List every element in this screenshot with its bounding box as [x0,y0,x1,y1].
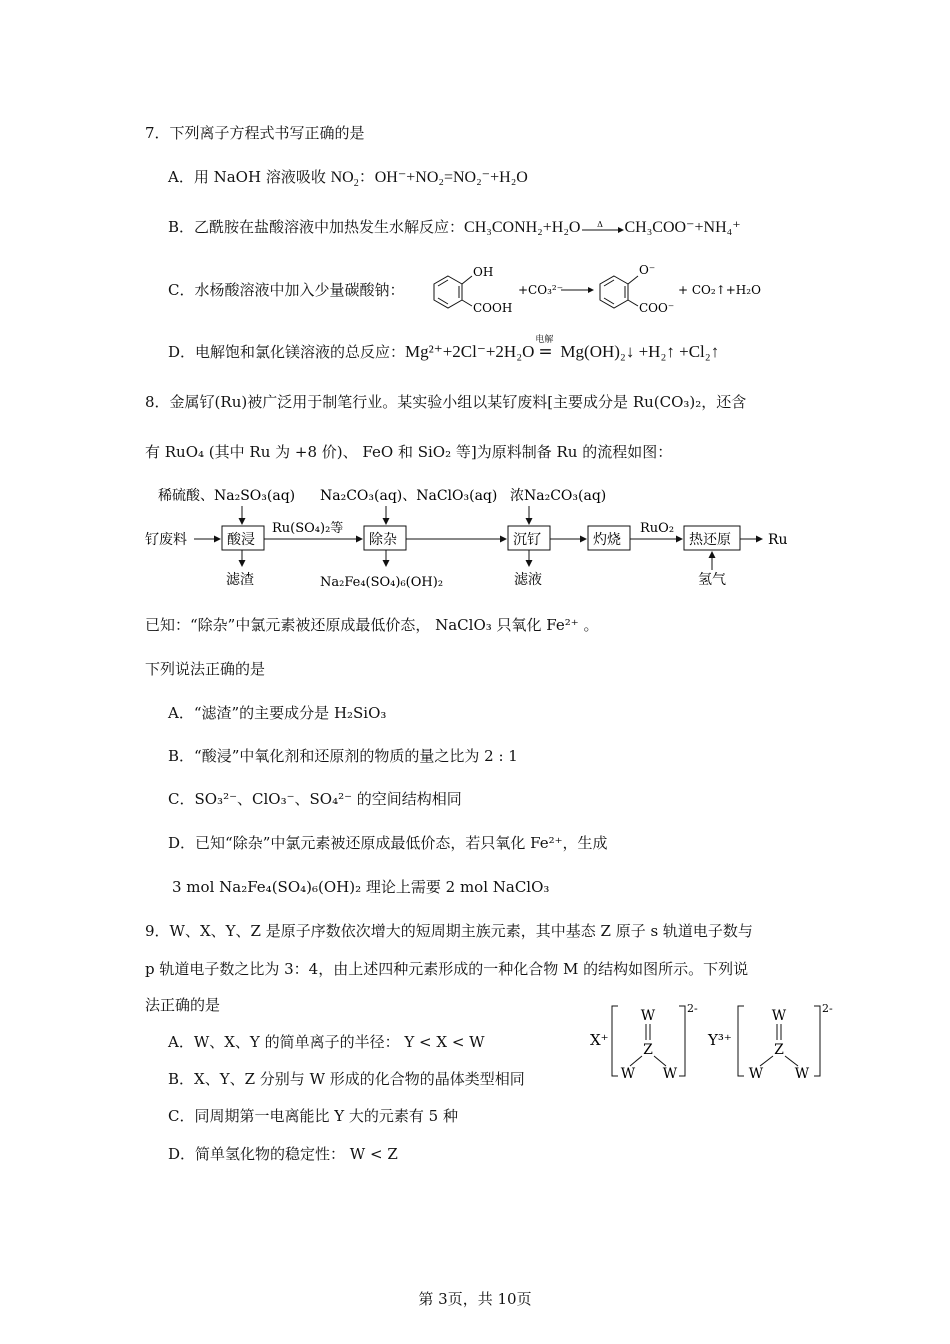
q8-flowchart [140,478,800,596]
q7-b-left: CH₃CONH₂+H₂O [464,219,581,236]
q7-c-cooh: COOH [473,301,513,315]
page-footer: 第 3页，共 10页 [418,1290,532,1308]
q8-option-c: C．SO₃²⁻、ClO₃⁻、SO₄²⁻ 的空间结构相同 [168,790,462,808]
q7-d-condition: 电解 [535,335,554,345]
q8-option-a: A．“滤渣”的主要成分是 H₂SiO₃ [168,704,387,722]
q9-stem-line1: 9．W、X、Y、Z 是原子序数依次增大的短周期主族元素，其中基态 Z 原子 s 轨道电子数与 [145,922,753,940]
q7-b-right: CH₃COO⁻+NH₄⁺ [624,219,741,236]
q8-stem-line1: 8．金属钌(Ru)被广泛用于制笔行业。某实验小组以某钌废料[主要成分是 Ru(CO₃)₂，还含 [145,393,747,411]
struct-w-right-2: W [794,1066,810,1082]
q7-d-left: Mg²⁺+2Cl⁻+2H₂O [405,342,535,361]
q8-stem-line2: 有 RuO₄ (其中 Ru 为 +8 价)、 FeO 和 SiO₂ 等]为原料制备 Ru 的流程如图： [145,443,673,461]
q7-b-delta: Δ [597,221,604,229]
flow-reagent-2: Na₂CO₃(aq)、NaClO₃(aq) [320,488,498,504]
q8-known: 已知：“除杂”中氯元素被还原成最低价态， NaClO₃ 只氧化 Fe²⁺ 。 [145,616,599,634]
bracket-right-2 [814,1006,820,1076]
benzene-ring-1 [434,276,462,308]
q7-c-co3: +CO₃²⁻ [518,283,564,297]
q8-option-d-line1: D．已知“除杂”中氯元素被还原成最低价态，若只氧化 Fe²⁺，生成 [168,834,608,852]
flow-mid-1: Ru(SO₄)₂等 [272,521,344,536]
q7-option-a: A．用 NaOH 溶液吸收 $NO_2$：OH⁻+NO₂=NO₂⁻+H₂O [168,168,528,190]
q7-b-text: B．乙酰胺在盐酸溶液中加热发生水解反应： [168,218,465,236]
flow-end: Ru [768,532,788,548]
struct-cation-2: Y³⁺ [708,1031,732,1049]
q8-ask: 下列说法正确的是 [145,660,266,678]
q7-b-arrow [580,221,624,235]
q7-a-equation: ：OH⁻+NO₂=NO₂⁻+H₂O [358,169,528,186]
struct-charge-2: 2- [822,1002,833,1015]
q7-d-right: Mg(OH)₂↓ +H₂↑ +Cl₂↑ [560,342,720,361]
q9-option-c: C．同周期第一电离能比 Y 大的元素有 5 种 [168,1107,458,1125]
struct-z-2: Z [774,1042,784,1058]
struct-w-right-1: W [662,1066,678,1082]
q7-d-text: D．电解饱和氯化镁溶液的总反应： [168,343,406,361]
flow-reagent-1: 稀硫酸、Na₂SO₃(aq) [158,488,296,504]
q9-structure-figure [588,998,848,1084]
q7-a-text: A．用 NaOH 溶液吸收 [168,168,331,186]
q7-c-arrow [588,287,594,293]
struct-w-top-1: W [640,1008,656,1024]
bracket-right-1 [679,1006,685,1076]
benzene-ring-2 [600,276,628,308]
q7-c-products: + CO₂↑+H₂O [678,283,761,297]
flow-mid-2: RuO₂ [640,521,675,536]
flow-in-5: 氢气 [698,572,726,588]
q8-option-b: B．“酸浸”中氧化剂和还原剂的物质的量之比为 2 : 1 [168,747,518,765]
q7-c-reaction-figure [428,262,788,318]
struct-cation-1: X⁺ [590,1031,609,1049]
q7-d-equals: 电解 = [534,343,560,357]
flow-box-2-label: 除杂 [369,532,397,548]
flow-start: 钌废料 [145,532,187,548]
q7-c-o-minus: O⁻ [639,263,656,277]
q7-option-d [168,335,720,363]
flow-box-1-label: 酸浸 [227,532,255,548]
q7-c-oh: OH [473,265,494,279]
struct-w-left-1: W [620,1066,636,1082]
flow-box-4-label: 灼烧 [593,532,621,548]
q8-option-d-line2: 3 mol Na₂Fe₄(SO₄)₆(OH)₂ 理论上需要 2 mol NaClO₃ [172,878,550,896]
q7-stem: 7．下列离子方程式书写正确的是 [145,124,365,142]
flow-box-3-label: 沉钌 [513,532,541,548]
q9-option-d: D．简单氢化物的稳定性： W < Z [168,1145,398,1163]
q7-option-c-label: C．水杨酸溶液中加入少量碳酸钠： [168,281,405,299]
q7-c-coo-minus: COO⁻ [639,301,675,315]
bracket-left-2 [738,1006,744,1076]
struct-z-1: Z [643,1042,653,1058]
flow-out-2: Na₂Fe₄(SO₄)₆(OH)₂ [320,575,444,590]
flow-box-5-label: 热还原 [689,532,731,548]
struct-w-top-2: W [771,1008,787,1024]
flow-out-3: 滤液 [514,572,542,588]
flow-reagent-3: 浓Na₂CO₃(aq) [510,488,607,504]
q9-stem-line2: p 轨道电子数之比为 3：4，由上述四种元素形成的一种化合物 M 的结构如图所示。下列说 [145,960,749,978]
q9-stem-line3: 法正确的是 [145,996,221,1014]
struct-charge-1: 2- [687,1002,698,1015]
bracket-left-1 [612,1006,618,1076]
flow-out-1: 滤渣 [226,572,254,588]
q9-option-a: A．W、X、Y 的简单离子的半径： Y < X < W [168,1033,485,1051]
q7-option-b [168,216,741,239]
struct-w-left-2: W [748,1066,764,1082]
q9-option-b: B．X、Y、Z 分别与 W 形成的化合物的晶体类型相同 [168,1070,525,1088]
